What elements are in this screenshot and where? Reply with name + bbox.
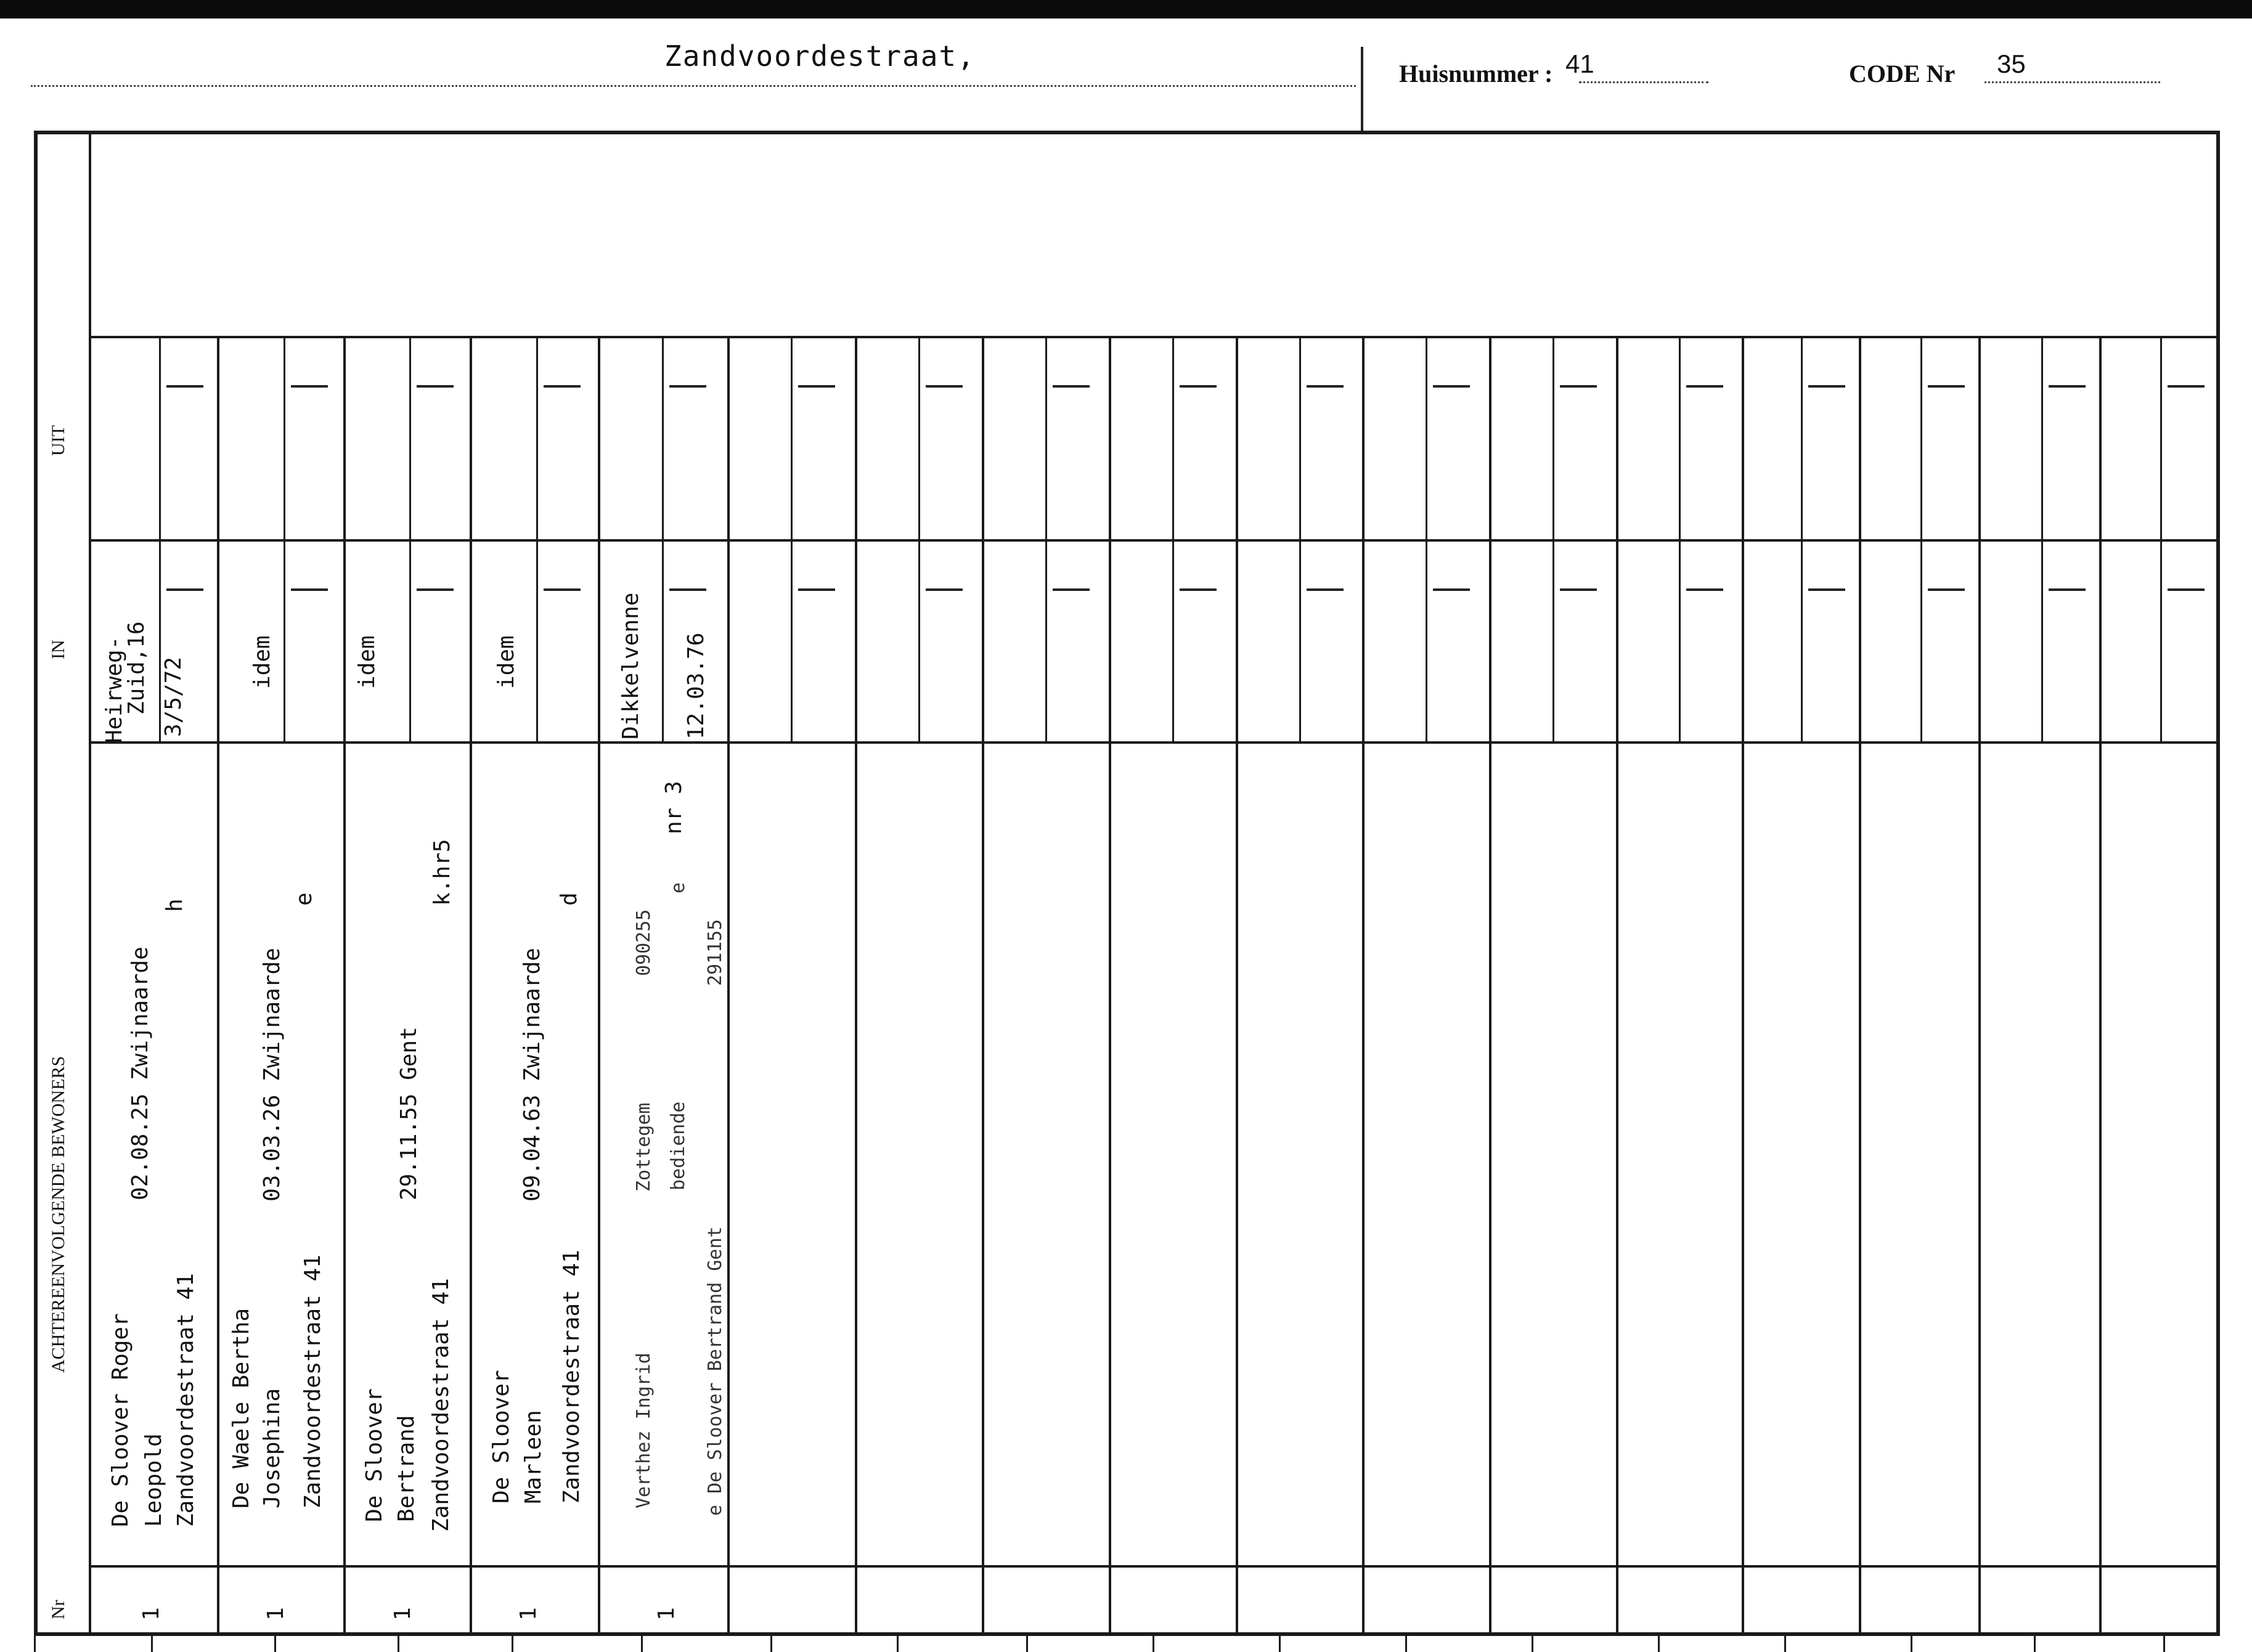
half-divider-5	[791, 336, 793, 741]
uit-dash	[1180, 385, 1217, 388]
col-header-bewoners: ACHTEREENVOLGENDE BEWONERS	[48, 1056, 68, 1373]
entry-5-birthdate: 090255	[633, 909, 655, 976]
code-dotted-line	[1985, 81, 2160, 83]
bottom-tick-4	[512, 1636, 513, 1652]
uit-dash	[1928, 385, 1965, 388]
col-divider-11	[1616, 336, 1618, 1636]
entry-3-in: idem	[354, 635, 380, 689]
entry-4-address: Zandvoordestraat 41	[559, 1250, 584, 1503]
col-divider-3	[598, 336, 600, 1636]
col-divider-8	[1236, 336, 1238, 1636]
bottom-tick-16	[2034, 1636, 2036, 1652]
bottom-tick-11	[1405, 1636, 1407, 1652]
in-dash	[1307, 588, 1344, 591]
half-divider-8	[1172, 336, 1174, 741]
entry-3-mark: k.hr5	[430, 839, 455, 906]
entry-3-address: Zandvoordestraat 41	[428, 1278, 454, 1532]
in-dash	[1560, 588, 1597, 591]
entry-5-in-date: 12.03.76	[683, 632, 709, 739]
entry-4-mark: d	[557, 892, 582, 906]
frame-top	[34, 131, 2220, 134]
entry-5-nr: 1	[654, 1607, 679, 1621]
entry-1-name2: Leopold	[141, 1433, 166, 1527]
uit-dash	[926, 385, 963, 388]
in-dash	[544, 588, 581, 591]
entry-5-mark: e	[667, 882, 689, 893]
col-divider-9	[1362, 336, 1365, 1636]
bottom-tick-15	[1911, 1636, 1912, 1652]
half-divider-1	[284, 336, 285, 741]
entry-1-nr: 1	[139, 1607, 164, 1621]
in-dash	[1053, 588, 1090, 591]
entry-3-name: De Sloover	[362, 1388, 387, 1522]
half-divider-4	[662, 336, 664, 741]
code-label: CODE Nr	[1849, 60, 1956, 87]
code-value: 35	[1997, 49, 2026, 78]
bottom-tick-14	[1784, 1636, 1786, 1652]
frame-left	[34, 131, 38, 1636]
entry-5-occupation: bediende	[667, 1101, 689, 1190]
in-dash	[417, 588, 454, 591]
bottom-tick-3	[398, 1636, 399, 1652]
in-dash	[1686, 588, 1723, 591]
huisnummer-value: 41	[1565, 49, 1594, 78]
header-separator	[1361, 47, 1363, 131]
in-dash	[1180, 588, 1217, 591]
bottom-tick-10	[1279, 1636, 1281, 1652]
uit-dash	[1560, 385, 1597, 388]
entry-2-mark: e	[292, 892, 317, 906]
half-divider-13	[1801, 336, 1803, 741]
entry-2-address: Zandvoordestraat 41	[300, 1255, 325, 1508]
entry-1-in-date: 3/5/72	[161, 656, 186, 737]
entry-1-birth: 02.08.25 Zwijnaarde	[128, 946, 153, 1200]
uit-dash	[544, 385, 581, 388]
frame-right	[2216, 131, 2220, 1636]
bottom-tick-6	[770, 1636, 772, 1652]
header-col-divider	[89, 131, 91, 1636]
half-divider-14	[1920, 336, 1922, 741]
entry-1-in-place2: Zuid,16	[124, 621, 149, 715]
col-divider-12	[1742, 336, 1744, 1636]
in-dash	[798, 588, 835, 591]
entry-2-name: De Waele Bertha	[229, 1308, 254, 1508]
in-dash	[1433, 588, 1470, 591]
col-divider-5	[855, 336, 857, 1636]
col-divider-2	[470, 336, 472, 1636]
frame-bottom	[34, 1632, 2220, 1636]
uit-dash	[2168, 385, 2205, 388]
entry-4-nr: 1	[516, 1607, 541, 1621]
uit-dash	[2049, 385, 2086, 388]
entry-4-in: idem	[494, 635, 519, 689]
top-border	[0, 0, 2252, 18]
in-dash	[2168, 588, 2205, 591]
uit-dash	[669, 385, 706, 388]
bottom-tick-1	[151, 1636, 153, 1652]
uit-dash	[798, 385, 835, 388]
uit-dash	[1433, 385, 1470, 388]
entry-5-spouse-birthdate: 291155	[704, 919, 726, 986]
col-divider-4	[727, 336, 730, 1636]
in-dash	[926, 588, 963, 591]
bottom-tick-8	[1026, 1636, 1028, 1652]
bottom-tick-17	[2163, 1636, 2165, 1652]
bottom-tick-12	[1532, 1636, 1533, 1652]
entry-3-nr: 1	[390, 1607, 415, 1621]
entry-1-mark: h	[162, 898, 187, 912]
row-divider-2	[91, 741, 2216, 744]
entry-5-birthplace: Zottegem	[633, 1102, 655, 1192]
in-dash	[1808, 588, 1845, 591]
huisnummer-dotted-line	[1579, 81, 1708, 83]
entry-3-name2: Bertrand	[394, 1415, 419, 1522]
entry-5-spouse: e De Sloover Bertrand Gent	[704, 1226, 726, 1516]
col-divider-10	[1489, 336, 1491, 1636]
bottom-tick-5	[641, 1636, 643, 1652]
entry-2-nr: 1	[263, 1607, 288, 1621]
col-divider-1	[343, 336, 346, 1636]
entry-5-in-place: Dikkelvenne	[618, 592, 643, 739]
bottom-tick-2	[274, 1636, 276, 1652]
bottom-tick-7	[897, 1636, 899, 1652]
col-divider-15	[2099, 336, 2102, 1636]
huisnummer-label: Huisnummer :	[1399, 60, 1553, 87]
entry-2-name2: Josephina	[259, 1388, 285, 1508]
half-divider-6	[918, 336, 920, 741]
entry-2-in: idem	[250, 635, 275, 689]
bottom-tick-9	[1153, 1636, 1154, 1652]
bottom-tick-13	[1658, 1636, 1660, 1652]
in-dash	[2049, 588, 2086, 591]
entry-4-name2: Marleen	[521, 1410, 546, 1503]
street-name: Zandvoordestraat,	[664, 39, 976, 73]
uit-dash	[1686, 385, 1723, 388]
col-divider-6	[982, 336, 984, 1636]
col-header-uit: UIT	[48, 425, 68, 456]
entry-4-name: De Sloover	[489, 1370, 514, 1503]
entry-4-birth: 09.04.63 Zwijnaarde	[520, 948, 545, 1202]
col-divider-13	[1859, 336, 1861, 1636]
uit-dash	[1053, 385, 1090, 388]
entry-2-birth: 03.03.26 Zwijnaarde	[259, 948, 285, 1202]
entry-5-note: nr 3	[661, 781, 687, 834]
entry-5-name: Verthez Ingrid	[633, 1353, 655, 1508]
half-divider-9	[1299, 336, 1301, 741]
entry-1-name: De Sloover Roger	[108, 1313, 133, 1527]
row-divider-3	[91, 1565, 2216, 1568]
col-divider-0	[217, 336, 219, 1636]
in-dash	[1928, 588, 1965, 591]
entry-1-in-place: Heirweg-	[102, 636, 127, 743]
uit-dash	[1808, 385, 1845, 388]
col-divider-14	[1978, 336, 1981, 1636]
uit-dash	[166, 385, 203, 388]
in-dash	[166, 588, 203, 591]
half-divider-3	[536, 336, 538, 741]
col-header-in: IN	[48, 640, 68, 659]
half-divider-12	[1679, 336, 1681, 741]
entry-3-birth: 29.11.55 Gent	[396, 1027, 422, 1200]
half-divider-16	[2160, 336, 2162, 741]
in-dash	[669, 588, 706, 591]
bottom-tick-0	[34, 1636, 36, 1652]
entry-1-address: Zandvoordestraat 41	[173, 1273, 198, 1527]
half-divider-11	[1552, 336, 1554, 741]
half-divider-10	[1426, 336, 1427, 741]
street-dotted-line	[31, 85, 1356, 87]
half-divider-7	[1045, 336, 1047, 741]
half-divider-15	[2041, 336, 2043, 741]
uit-dash	[1307, 385, 1344, 388]
half-divider-2	[409, 336, 411, 741]
in-dash	[291, 588, 328, 591]
uit-dash	[417, 385, 454, 388]
uit-dash	[291, 385, 328, 388]
col-divider-7	[1109, 336, 1111, 1636]
col-header-nr: Nr	[48, 1600, 68, 1619]
